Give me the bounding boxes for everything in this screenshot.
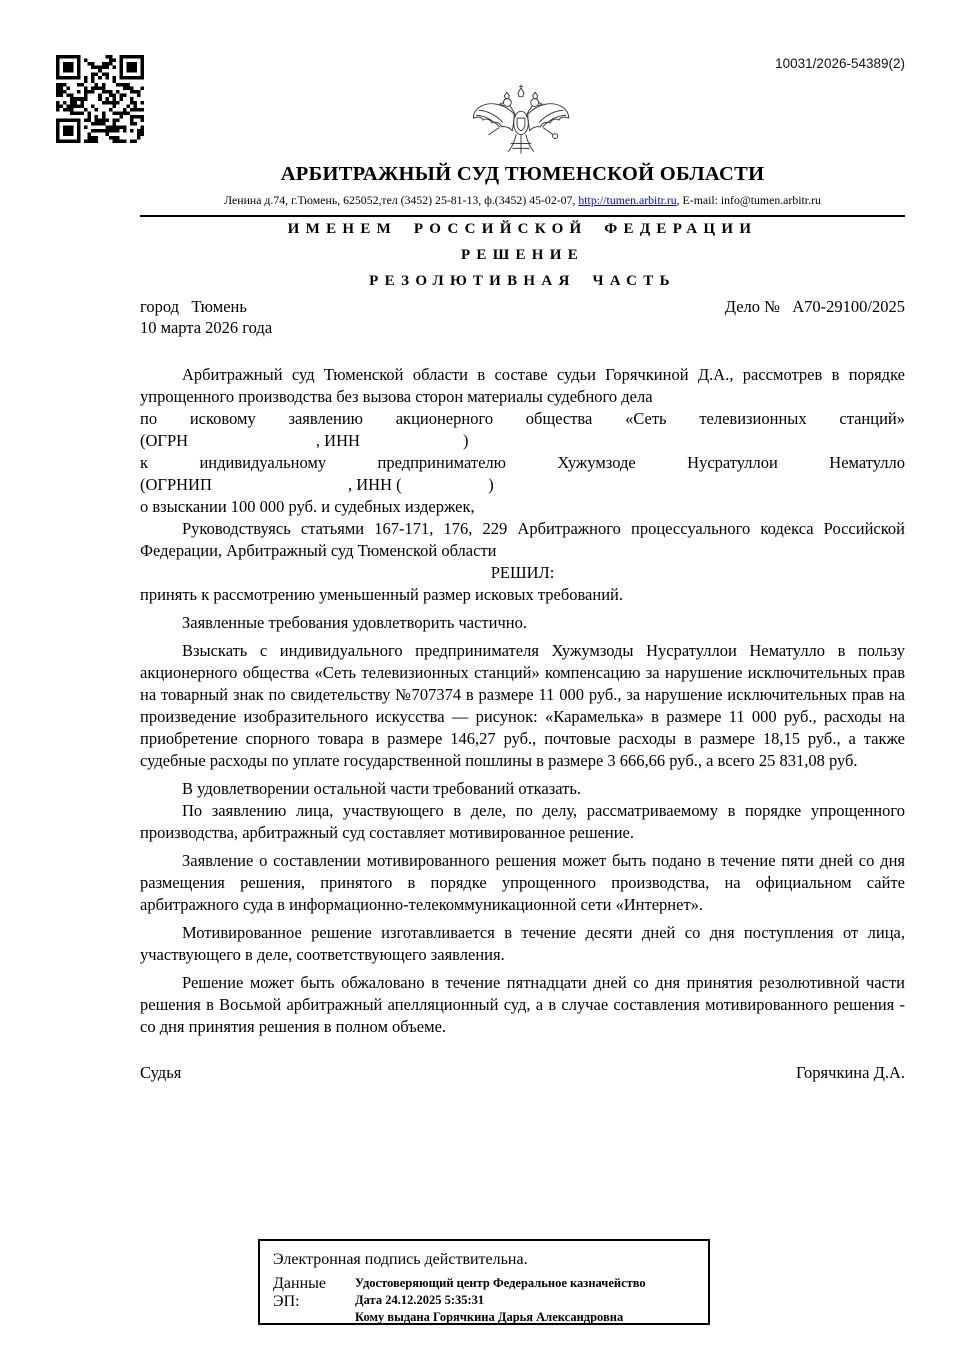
paragraph: По заявлению лица, участвующего в деле, по делу, рассматриваемому в порядке упрощенного производства, арбитражный суд составляет мотивированное решение.	[140, 801, 905, 842]
city-case-row	[140, 296, 905, 317]
signature-detail-line: Дата 24.12.2025 5:35:31	[355, 1293, 485, 1307]
paragraph: Заявление о составлении мотивированного решения может быть подано в течение пяти дней со дня размещения решения, принятого в порядке упрощенного производства, на официальном сайте арбитражного суда в информационно-телекоммуникационной сети «Интернет».	[140, 851, 905, 914]
decision-heading: РЕШЕНИЕ	[460, 247, 585, 263]
address-text-post: , E-mail: info@tumen.arbitr.ru	[676, 193, 821, 207]
judge-name: Горячкина Д.А.	[795, 1063, 905, 1082]
paragraph: (ОГРН , ИНН )	[140, 431, 469, 450]
signature-valid-line: Электронная подпись действительна.	[273, 1251, 528, 1268]
signature-details	[355, 1275, 646, 1326]
in-the-name-heading: ИМЕНЕМ РОССИЙСКОЙ ФЕДЕРАЦИИ	[287, 221, 758, 237]
paragraph: Заявленные требования удовлетворить частично.	[182, 613, 527, 632]
signature-data-label: Данные ЭП:	[273, 1275, 326, 1310]
paragraph: Руководствуясь статьями 167-171, 176, 229 Арбитражного процессуального кодекса Российской Федерации, Арбитражный суд Тюменской области	[140, 519, 905, 560]
signature-detail-line: Кому выдана Горячкина Дарья Александровна	[355, 1310, 624, 1324]
paragraph: (ОГРНИП , ИНН ( )	[140, 475, 494, 494]
document-body	[140, 161, 905, 1084]
judge-label: Судья	[140, 1063, 182, 1082]
paragraph: Решение может быть обжаловано в течение пятнадцати дней со дня принятия резолютивной части решения в Восьмой арбитражный апелляционный суд, а в случае составления мотивированного решения - со дня принятия решения в полном объеме.	[140, 973, 905, 1036]
qr-code-icon	[56, 55, 144, 143]
paragraph: по исковому заявлению акционерного общества «Сеть телевизионных станций»	[140, 409, 905, 428]
paragraphs-container	[140, 364, 905, 1038]
signature-data-row	[273, 1275, 696, 1326]
court-website-link[interactable]: http://tumen.arbitr.ru	[578, 193, 677, 207]
paragraph: РЕШИЛ:	[490, 563, 555, 582]
city-label: город Тюмень	[140, 297, 247, 316]
header-divider	[140, 215, 905, 217]
court-name-title: АРБИТРАЖНЫЙ СУД ТЮМЕНСКОЙ ОБЛАСТИ	[280, 163, 765, 185]
electronic-signature-stamp	[258, 1239, 710, 1325]
paragraph: В удовлетворении остальной части требований отказать.	[182, 779, 581, 798]
case-number: Дело № А70-29100/2025	[724, 297, 905, 316]
address-text-pre: Ленина д.74, г.Тюмень, 625052,тел (3452) 25-81-13, ф.(3452) 45-02-07,	[224, 193, 579, 207]
signature-detail-line: Удостоверяющий центр Федеральное казначейство	[355, 1276, 646, 1290]
paragraph: принять к рассмотрению уменьшенный размер исковых требований.	[140, 585, 623, 604]
judge-signature-row	[140, 1062, 905, 1084]
paragraph: Мотивированное решение изготавливается в течение десяти дней со дня поступления от лица, участвующего в деле, соответствующего заявления.	[140, 923, 905, 964]
paragraph: Взыскать с индивидуального предпринимателя Хужумзоды Нусратуллои Нематулло в пользу акционерного общества «Сеть телевизионных станций» компенсацию за нарушение исключительных прав на товарный знак по свидетельству №707374 в размере 11 000 руб., за нарушение исключительных прав на произведение изобразительного искусства — рисунок: «Карамелька» в размере 11 000 руб., расходы на приобретение спорного товара в размере 146,27 руб., почтовые расходы в размере 18,15 руб., а также судебные расходы по уплате государственной пошлины в размере 3 666,66 руб., а всего 25 831,08 руб.	[140, 641, 905, 770]
decision-date: 10 марта 2026 года	[140, 318, 273, 337]
coat-of-arms-icon	[467, 84, 575, 162]
paragraph: к индивидуальному предпринимателю Хужумзоде Нусратуллои Нематулло	[140, 453, 905, 472]
paragraph: Арбитражный суд Тюменской области в составе судьи Горячкиной Д.А., рассмотрев в порядке упрощенного производства без вызова сторон материалы судебного дела	[140, 365, 905, 406]
paragraph: о взыскании 100 000 руб. и судебных издержек,	[140, 497, 475, 516]
court-address-line	[140, 193, 905, 208]
document-number: 10031/2026-54389(2)	[775, 56, 905, 71]
operative-part-heading: РЕЗОЛЮТИВНАЯ ЧАСТЬ	[369, 273, 676, 289]
